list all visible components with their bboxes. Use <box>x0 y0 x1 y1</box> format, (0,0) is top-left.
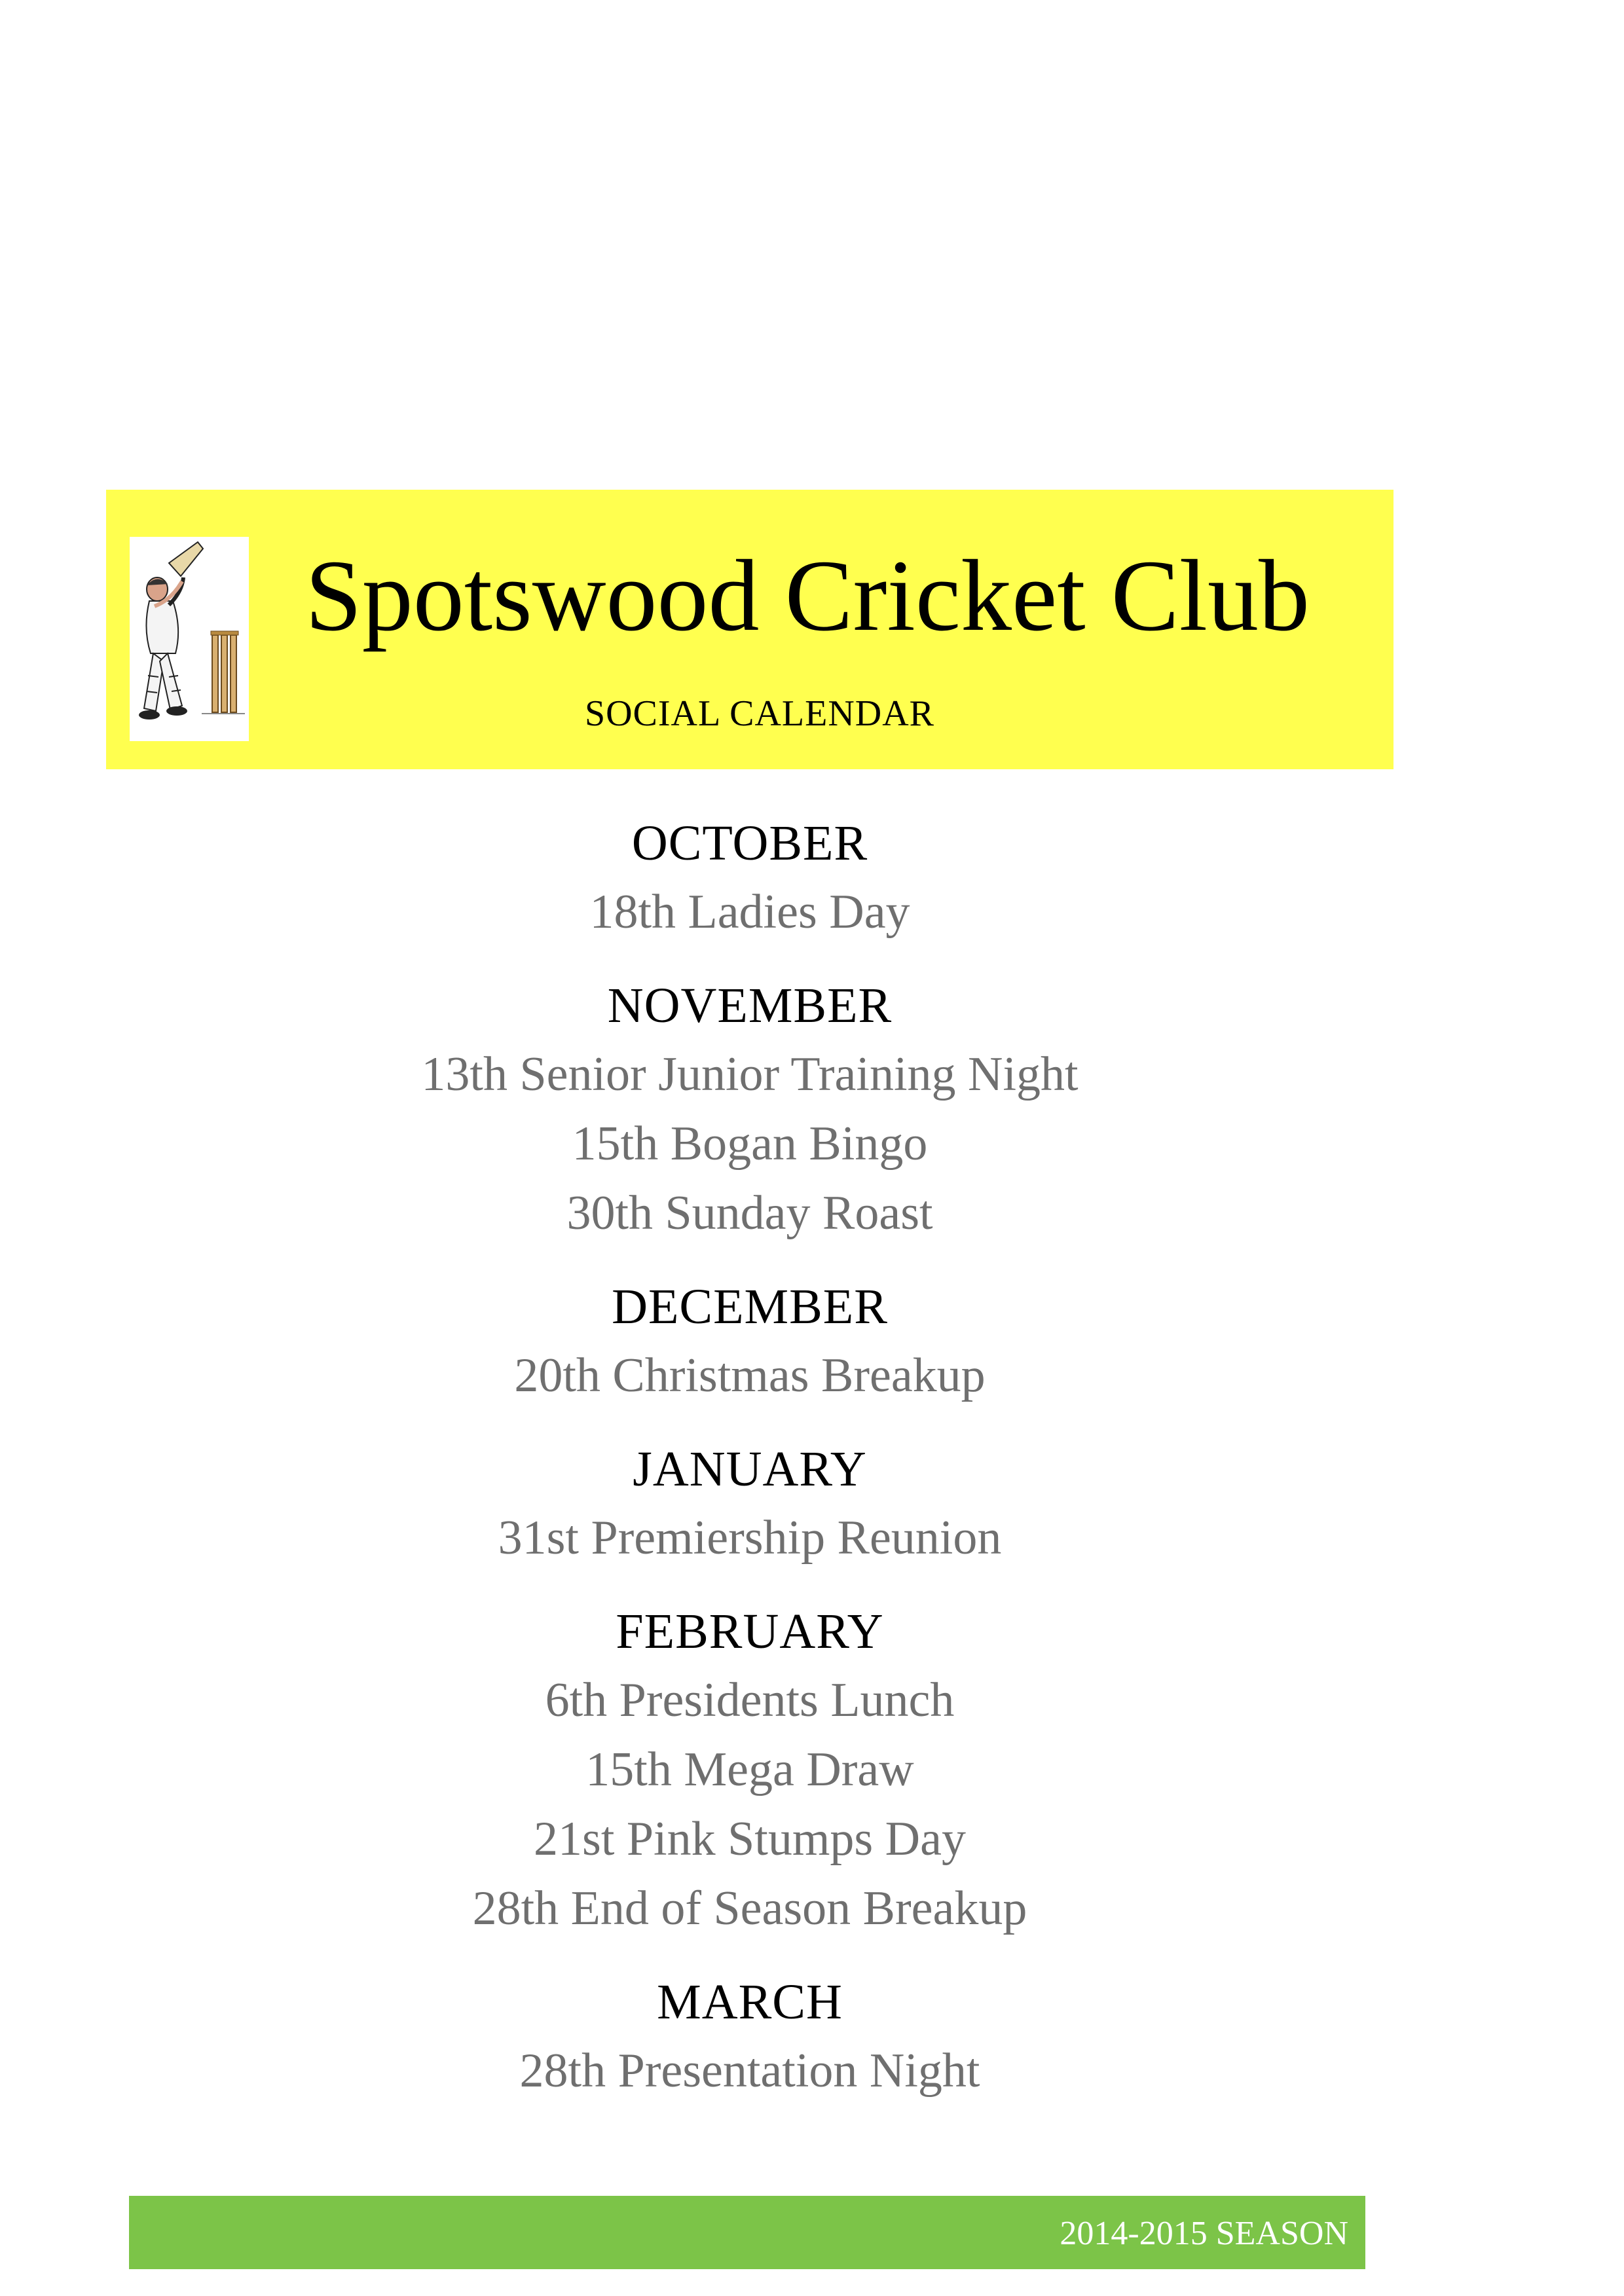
event-item: 13th Senior Junior Training Night <box>421 1048 1079 1101</box>
month-november <box>0 972 1500 1248</box>
event-item: 28th End of Season Breakup <box>472 1882 1027 1935</box>
month-january <box>0 1435 1500 1573</box>
month-february <box>0 1597 1500 1943</box>
page-subtitle: SOCIAL CALENDAR <box>584 693 935 734</box>
event-item: 20th Christmas Breakup <box>514 1349 986 1402</box>
event-item: 30th Sunday Roast <box>566 1186 933 1240</box>
event-item: 28th Presentation Night <box>519 2044 980 2098</box>
month-heading: FEBRUARY <box>616 1604 884 1659</box>
season-footer-bar <box>129 2196 1365 2269</box>
event-item: 18th Ladies Day <box>589 885 910 939</box>
social-calendar <box>0 809 1500 2130</box>
month-december <box>0 1273 1500 1410</box>
month-heading: JANUARY <box>633 1442 867 1497</box>
event-item: 15th Mega Draw <box>585 1743 914 1796</box>
event-item: 15th Bogan Bingo <box>572 1117 928 1171</box>
month-heading: OCTOBER <box>631 816 868 871</box>
event-item: 31st Premiership Reunion <box>498 1511 1002 1565</box>
season-label: 2014-2015 SEASON <box>1060 2215 1348 2252</box>
month-heading: DECEMBER <box>612 1279 888 1334</box>
event-item: 6th Presidents Lunch <box>545 1673 955 1727</box>
month-heading: NOVEMBER <box>607 978 893 1033</box>
club-title: Spotswood Cricket Club <box>305 539 1310 652</box>
header-banner <box>106 490 1393 769</box>
month-heading: MARCH <box>657 1975 843 2030</box>
month-october <box>0 809 1500 947</box>
month-march <box>0 1968 1500 2105</box>
event-item: 21st Pink Stumps Day <box>534 1812 966 1866</box>
